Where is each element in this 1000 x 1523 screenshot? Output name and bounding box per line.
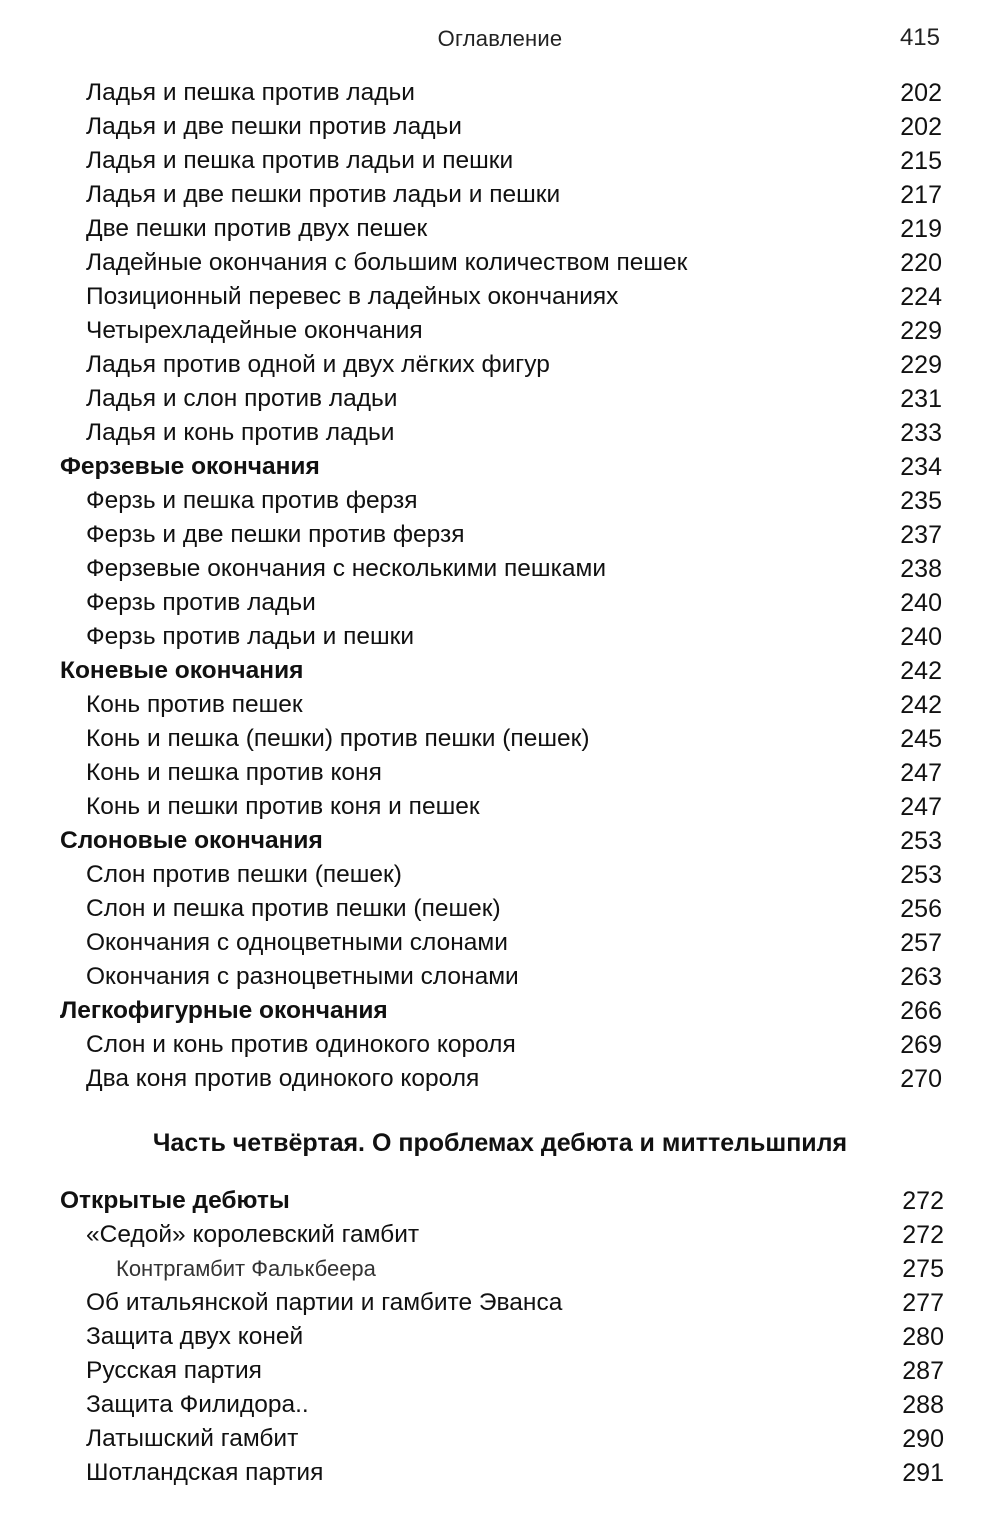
toc-entry[interactable] xyxy=(0,586,1000,620)
toc-entry-title: Ферзь и две пешки против ферзя xyxy=(86,518,468,552)
toc-entry[interactable] xyxy=(0,756,1000,790)
toc-entry-page: 240 xyxy=(900,589,942,617)
toc-entry[interactable] xyxy=(0,280,1000,314)
toc-entry-page: 231 xyxy=(900,385,942,413)
toc-entry-page: 202 xyxy=(900,79,942,107)
toc-entry-title: Русская партия xyxy=(86,1354,266,1388)
toc-entry-title: Открытые дебюты xyxy=(60,1184,294,1218)
toc-entry[interactable] xyxy=(0,144,1000,178)
toc-entry-page: 235 xyxy=(900,487,942,515)
toc-entry[interactable] xyxy=(0,790,1000,824)
toc-entry-title: Ферзевые окончания с несколькими пешками xyxy=(86,552,610,586)
dot-leader xyxy=(398,416,878,450)
toc-entry[interactable] xyxy=(0,552,1000,586)
toc-entry[interactable] xyxy=(0,314,1000,348)
dot-leader xyxy=(523,960,878,994)
toc-entry-page: 229 xyxy=(900,351,942,379)
toc-entry-page: 240 xyxy=(900,623,942,651)
dot-leader xyxy=(554,348,878,382)
dot-leader xyxy=(307,654,878,688)
toc-entry-title: Ладья и слон против ладьи xyxy=(86,382,402,416)
toc-entry-page: 266 xyxy=(900,997,942,1025)
dot-leader xyxy=(327,1456,880,1490)
toc-entry-page: 234 xyxy=(900,453,942,481)
toc-entry-page: 280 xyxy=(902,1323,944,1351)
dot-leader xyxy=(423,1218,880,1252)
toc-entry-title: Конь и пешка против коня xyxy=(86,756,386,790)
dot-leader xyxy=(402,382,879,416)
toc-entry-page: 219 xyxy=(900,215,942,243)
toc-entry-title: Четырехладейные окончания xyxy=(86,314,427,348)
toc-entry-page: 233 xyxy=(900,419,942,447)
toc-entry-page: 238 xyxy=(900,555,942,583)
dot-leader xyxy=(468,518,878,552)
toc-entry[interactable] xyxy=(0,892,1000,926)
toc-entry-page: 220 xyxy=(900,249,942,277)
dot-leader xyxy=(564,178,878,212)
dot-leader xyxy=(483,1062,878,1096)
dot-leader xyxy=(294,1184,880,1218)
toc-entry-title: Ферзевые окончания xyxy=(60,450,324,484)
toc-entry-title: Слон против пешки (пешек) xyxy=(86,858,406,892)
dot-leader xyxy=(512,926,878,960)
dot-leader xyxy=(266,1354,880,1388)
toc-entry[interactable] xyxy=(0,110,1000,144)
toc-entry-title: Ладья и пешка против ладьи и пешки xyxy=(86,144,517,178)
toc-entry-title: Ладейные окончания с большим количеством пешек xyxy=(86,246,691,280)
dot-leader xyxy=(421,484,878,518)
toc-entry-page: 242 xyxy=(900,657,942,685)
toc-section-openings xyxy=(0,1184,1000,1490)
toc-entry[interactable] xyxy=(0,1354,1000,1388)
toc-entry-page: 275 xyxy=(902,1255,944,1283)
toc-entry-title: «Седой» королевский гамбит xyxy=(86,1218,423,1252)
toc-entry-page: 257 xyxy=(900,929,942,957)
dot-leader xyxy=(505,892,878,926)
toc-entry-title: Слон и пешка против пешки (пешек) xyxy=(86,892,505,926)
toc-entry-page: 291 xyxy=(902,1459,944,1487)
toc-entry[interactable] xyxy=(0,1422,1000,1456)
toc-entry-page: 247 xyxy=(900,759,942,787)
dot-leader xyxy=(427,314,878,348)
toc-entry-page: 202 xyxy=(900,113,942,141)
toc-entry-page: 253 xyxy=(900,827,942,855)
toc-entry-title: Ладья и две пешки против ладьи xyxy=(86,110,466,144)
toc-entry[interactable] xyxy=(0,1388,1000,1422)
toc-entry-title: Ферзь и пешка против ферзя xyxy=(86,484,421,518)
toc-entry-page: 270 xyxy=(900,1065,942,1093)
toc-entry-page: 269 xyxy=(900,1031,942,1059)
toc-entry-page: 237 xyxy=(900,521,942,549)
dot-leader xyxy=(327,824,878,858)
toc-entry-page: 217 xyxy=(900,181,942,209)
toc-entry-title: Ладья против одной и двух лёгких фигур xyxy=(86,348,554,382)
toc-entry[interactable] xyxy=(0,518,1000,552)
toc-entry[interactable] xyxy=(0,960,1000,994)
toc-entry-page: 272 xyxy=(902,1221,944,1249)
toc-entry-title: Защита Филидора.. xyxy=(86,1388,313,1422)
dot-leader xyxy=(691,246,878,280)
toc-entry-page: 290 xyxy=(902,1425,944,1453)
dot-leader xyxy=(622,280,878,314)
toc-entry[interactable] xyxy=(0,484,1000,518)
toc-entry[interactable] xyxy=(0,178,1000,212)
toc-entry-title: Контргамбит Фалькбеера xyxy=(116,1252,380,1286)
toc-entry-page: 245 xyxy=(900,725,942,753)
toc-entry[interactable] xyxy=(0,246,1000,280)
dot-leader xyxy=(520,1028,878,1062)
toc-entry[interactable] xyxy=(0,620,1000,654)
toc-entry[interactable] xyxy=(0,1456,1000,1490)
dot-leader xyxy=(324,450,878,484)
toc-entry[interactable] xyxy=(0,994,1000,1028)
toc-entry[interactable] xyxy=(0,1028,1000,1062)
toc-entry[interactable] xyxy=(0,1184,1000,1218)
toc-entry-page: 224 xyxy=(900,283,942,311)
toc-entry-page: 215 xyxy=(900,147,942,175)
toc-entry-page: 247 xyxy=(900,793,942,821)
toc-entry[interactable] xyxy=(0,76,1000,110)
toc-entry[interactable] xyxy=(0,1218,1000,1252)
toc-entry[interactable] xyxy=(0,212,1000,246)
toc-entry[interactable] xyxy=(0,416,1000,450)
toc-entry[interactable] xyxy=(0,824,1000,858)
toc-entry-title: Слон и конь против одинокого короля xyxy=(86,1028,520,1062)
toc-entry-page: 287 xyxy=(902,1357,944,1385)
toc-entry-page: 242 xyxy=(900,691,942,719)
toc-entry-page: 253 xyxy=(900,861,942,889)
toc-entry[interactable] xyxy=(0,382,1000,416)
dot-leader xyxy=(302,1422,880,1456)
toc-entry[interactable] xyxy=(0,858,1000,892)
dot-leader xyxy=(610,552,878,586)
toc-entry-title: Легкофигурные окончания xyxy=(60,994,392,1028)
toc-entry-page: 288 xyxy=(902,1391,944,1419)
page-number: 415 xyxy=(899,24,940,51)
toc-entry-title: Защита двух коней xyxy=(86,1320,307,1354)
toc-entry-title: Шотландская партия xyxy=(86,1456,327,1490)
dot-leader xyxy=(320,586,878,620)
toc-entry-title: Конь и пешки против коня и пешек xyxy=(86,790,484,824)
dot-leader xyxy=(313,1388,880,1422)
toc-entry-page: 229 xyxy=(900,317,942,345)
toc-entry[interactable] xyxy=(0,654,1000,688)
dot-leader xyxy=(517,144,878,178)
toc-entry[interactable] xyxy=(0,1320,1000,1354)
dot-leader xyxy=(484,790,878,824)
toc-entry[interactable] xyxy=(0,348,1000,382)
dot-leader xyxy=(380,1252,880,1286)
part-heading: Часть четвёртая. О проблемах дебюта и миттельшпиля xyxy=(152,1128,848,1157)
toc-entry[interactable] xyxy=(0,722,1000,756)
toc-entry[interactable] xyxy=(0,1062,1000,1096)
dot-leader xyxy=(466,110,878,144)
dot-leader xyxy=(566,1286,880,1320)
toc-entry[interactable] xyxy=(0,1286,1000,1320)
toc-entry[interactable] xyxy=(0,1252,1000,1286)
dot-leader xyxy=(307,1320,880,1354)
toc-entry-title: Окончания с разноцветными слонами xyxy=(86,960,523,994)
toc-entry[interactable] xyxy=(0,926,1000,960)
toc-entry[interactable] xyxy=(0,450,1000,484)
toc-entry-title: Конь против пешек xyxy=(86,688,307,722)
dot-leader xyxy=(406,858,878,892)
toc-entry-title: Два коня против одинокого короля xyxy=(86,1062,483,1096)
toc-entry-page: 277 xyxy=(902,1289,944,1317)
running-header-title: Оглавление xyxy=(437,26,563,51)
dot-leader xyxy=(307,688,878,722)
toc-entry-page: 272 xyxy=(902,1187,944,1215)
toc-entry-title: Латышский гамбит xyxy=(86,1422,302,1456)
toc-section-endgames xyxy=(0,76,1000,1096)
toc-entry-title: Ладья и пешка против ладьи xyxy=(86,76,419,110)
dot-leader xyxy=(593,722,878,756)
toc-entry-title: Слоновые окончания xyxy=(60,824,327,858)
toc-entry-title: Окончания с одноцветными слонами xyxy=(86,926,512,960)
toc-entry-title: Две пешки против двух пешек xyxy=(86,212,431,246)
toc-entry-page: 263 xyxy=(900,963,942,991)
toc-entry-title: Позиционный перевес в ладейных окончаниях xyxy=(86,280,622,314)
toc-entry-title: Ферзь против ладьи и пешки xyxy=(86,620,418,654)
toc-entry-page: 256 xyxy=(900,895,942,923)
dot-leader xyxy=(386,756,878,790)
dot-leader xyxy=(418,620,878,654)
toc-entry-title: Коневые окончания xyxy=(60,654,307,688)
toc-entry-title: Ладья и конь против ладьи xyxy=(86,416,398,450)
toc-entry-title: Ладья и две пешки против ладьи и пешки xyxy=(86,178,564,212)
table-of-contents xyxy=(0,76,1000,1490)
dot-leader xyxy=(419,76,878,110)
toc-entry-title: Об итальянской партии и гамбите Эванса xyxy=(86,1286,566,1320)
toc-entry[interactable] xyxy=(0,688,1000,722)
toc-entry-title: Конь и пешка (пешки) против пешки (пешек) xyxy=(86,722,593,756)
toc-entry-title: Ферзь против ладьи xyxy=(86,586,320,620)
dot-leader xyxy=(431,212,878,246)
dot-leader xyxy=(392,994,878,1028)
